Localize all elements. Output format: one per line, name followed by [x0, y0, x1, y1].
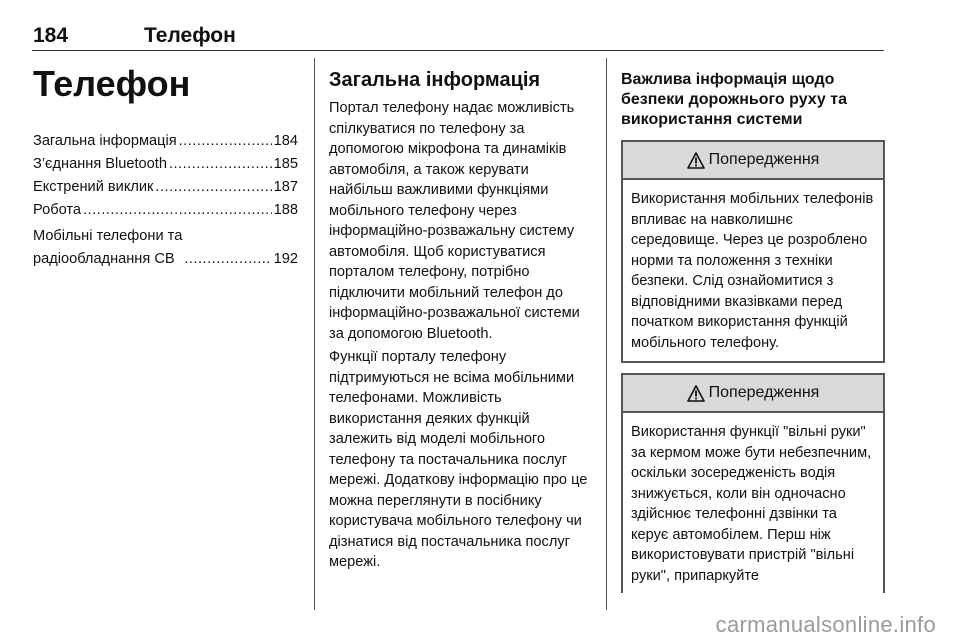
- toc-entry-page: 188: [273, 202, 298, 218]
- header-title: Телефон: [144, 24, 236, 47]
- column-divider-right: [606, 58, 607, 610]
- column-contents: [33, 58, 298, 271]
- column-general-info: [329, 58, 595, 576]
- toc-entry-page: 192: [273, 251, 298, 267]
- toc-leader-dots: [155, 176, 271, 199]
- paragraph: Портал телефону надає можливість спілкуватися по телефону за допомогою мікрофона та динаміків автомобіля, а також керувати найбільш важливими функціями мобільного телефону через інформаційно-розважальну систему автомобіля. Щоб користуватися порталом телефону, потрібно підключити мобільний телефон до інформаційно-розважальної системи за допомогою Bluetooth.: [329, 100, 580, 342]
- toc-entry-label: Робота: [33, 202, 81, 218]
- warning-box: [621, 140, 885, 363]
- toc-entry-page: 185: [273, 156, 298, 172]
- toc-entry-emergency-call[interactable]: [33, 176, 298, 199]
- page-number: 184: [33, 24, 69, 47]
- warning-triangle-icon: [687, 152, 705, 169]
- toc-entry-page: 184: [273, 133, 298, 149]
- warning-header: [623, 375, 883, 413]
- toc-leader-dots: [169, 153, 272, 176]
- table-of-contents: [33, 130, 298, 271]
- toc-entry-mobile-phones-cb[interactable]: [33, 225, 298, 271]
- paragraph: Функції порталу телефону підтримуються не всіма мобільними телефонами. Можливість використання деяких функцій залежить від моделі мобільного телефону та постачальника послуг мережі. Додаткову інформацію про це можна переглянути в посібнику користувача мобільного телефону чи дізнатися від постачальника послуг мережі.: [329, 349, 588, 570]
- toc-leader-dots: [184, 248, 271, 271]
- warning-triangle-icon: [687, 385, 705, 402]
- toc-entry-label: Загальна інформація: [33, 133, 177, 149]
- toc-entry-label: Мобільні телефони та радіообладнання CB: [33, 228, 183, 267]
- column-safety-info: [621, 58, 885, 603]
- column-divider-left: [314, 58, 315, 610]
- toc-entry-page: 187: [273, 179, 298, 195]
- warning-text: Використання функції "вільні руки" за кермом може бути небезпечним, оскільки зосередженість водія знижується, коли він одночасно здійснює телефонні дзвінки та керує автомобілем. Перш ніж використовувати пристрій "вільні руки", припаркуйте: [631, 424, 872, 584]
- warning-header: [623, 142, 883, 180]
- toc-entry-operation[interactable]: [33, 199, 298, 222]
- section-title: Важлива інформація щодо безпеки дорожнього руху та використання системи: [621, 71, 847, 128]
- toc-leader-dots: [83, 199, 272, 222]
- section-title: Загальна інформація: [329, 69, 541, 91]
- page-header: [32, 22, 884, 51]
- toc-entry-label: З’єднання Bluetooth: [33, 156, 167, 172]
- warning-title: Попередження: [708, 151, 820, 168]
- warning-box: [621, 373, 885, 593]
- toc-leader-dots: [179, 130, 272, 153]
- warning-title: Попередження: [708, 384, 820, 401]
- toc-entry-label: Екстрений виклик: [33, 179, 154, 195]
- toc-entry-bluetooth[interactable]: [33, 153, 298, 176]
- toc-entry-general-info[interactable]: [33, 130, 298, 153]
- watermark: carmanualsonline.info: [715, 612, 936, 637]
- chapter-title: Телефон: [33, 63, 191, 104]
- warning-text: Використання мобільних телефонів впливає на навколишнє середовище. Через це розроблено норми та положення з техніки безпеки. Слід ознайомитися з відповідними вказівками перед початком використання функцій мобільного телефону.: [631, 191, 874, 351]
